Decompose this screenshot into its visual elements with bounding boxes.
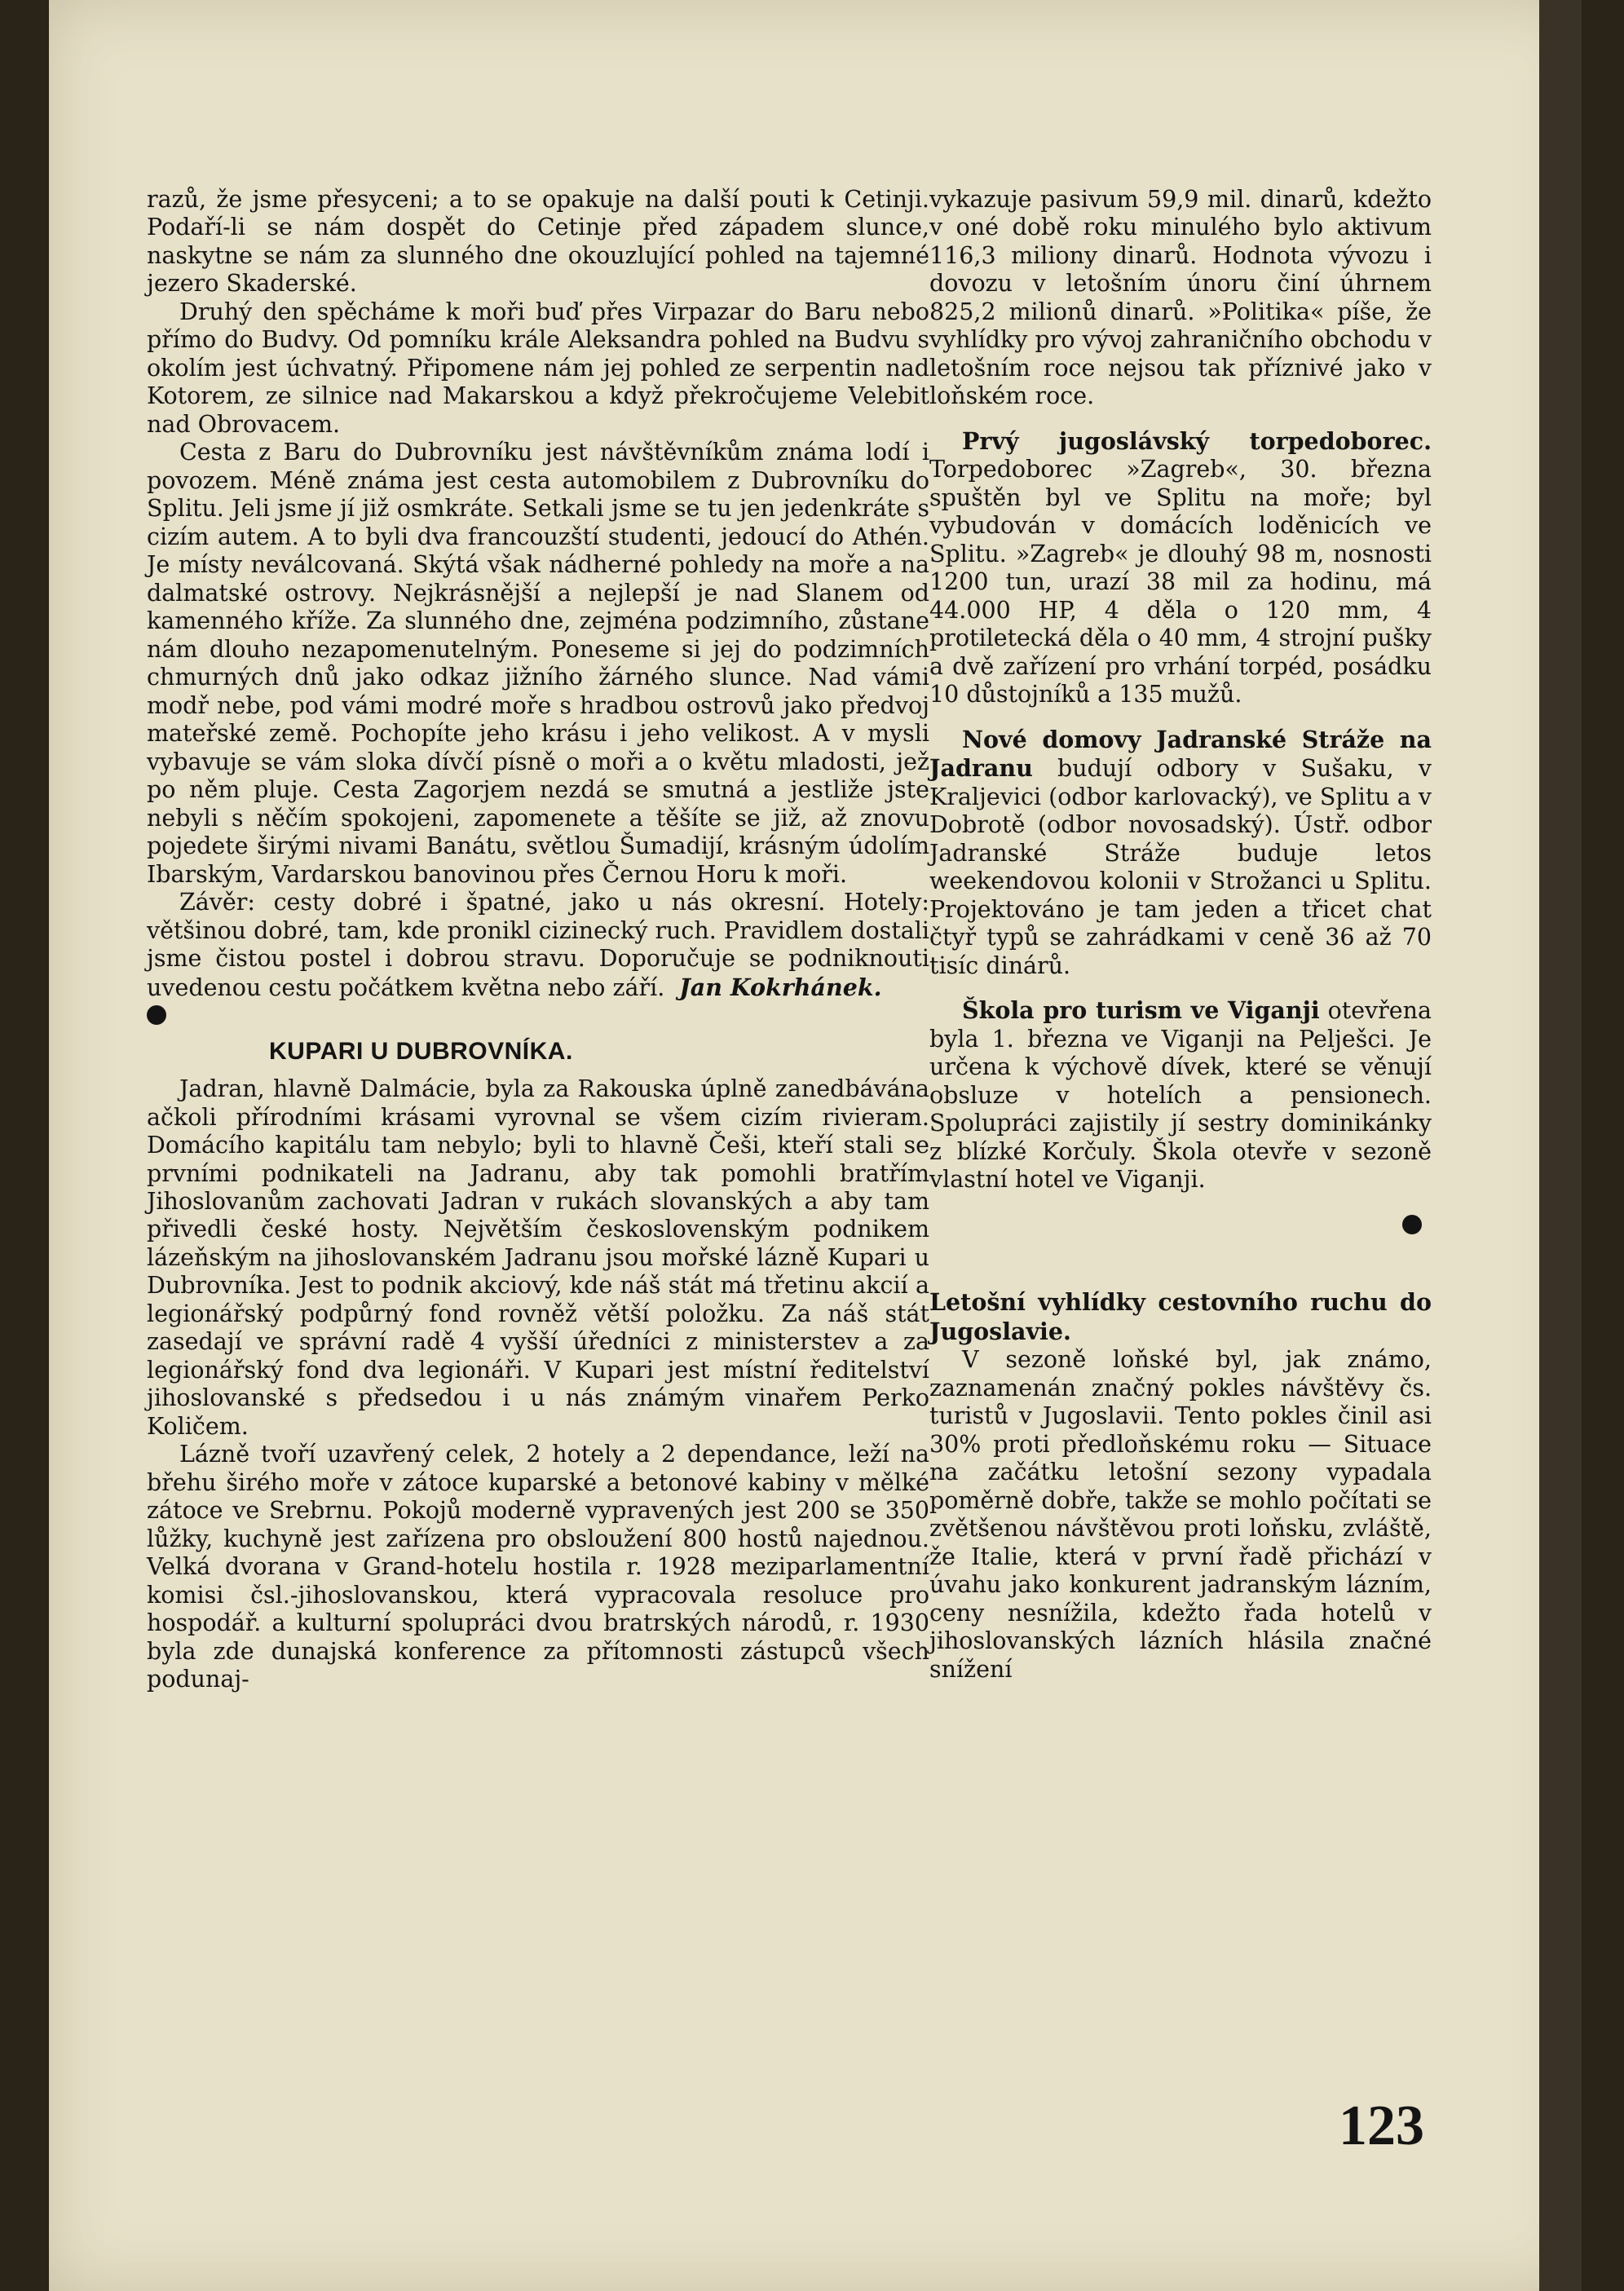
paragraph-conclusion	[147, 889, 929, 1002]
news-outlook-heading: Letošní vyhlídky cestovního ruchu do Jugoslavie.	[929, 1288, 1432, 1345]
section-divider	[929, 1215, 1432, 1247]
page-number: 123	[1339, 2095, 1424, 2157]
paragraph-kupari-intro: Jadran, hlavně Dalmácie, byla za Rakouska úplně zanedbávána ačkoli přírodními krásami vyrovnal se všem cizím rivieram. Domácího kapitálu tam nebylo; byli to hlavně Češi, kteří stali se prvními podnikateli na Jadranu, aby tak pomohli bratřím Jihoslovanům zachovati Jadran v rukách slovanských a aby tam přivedli české hosty. Největším československým podnikem lázeňským na jihoslovanském Jadranu jsou mořské lázně Kupari u Dubrovníka. Jest to podnik akciový, kde náš stát má třetinu akcií a legionářský podpůrný fond rovněž větší položku. Za náš stát zasedají ve správní radě 4 vyšší úředníci z ministerstev a za legionářský fond dva legionáři. V Kupari jest místní ředitelství jihoslovanské s předsedou i u nás známým vinařem Perko Količem.	[147, 1075, 929, 1440]
news-school-heading: Škola pro turism ve Viganji	[962, 996, 1320, 1025]
news-homes	[929, 726, 1432, 980]
news-school-body: otevřena byla 1. března ve Viganji na Pelješci. Je určena k výchově dívek, které se věnují obsluze v hotelích a pensionech. Spolupráci zajistily jí sestry dominikánky z blízké Korčuly. Škola otevře v sezoně vlastní hotel ve Viganji.	[929, 997, 1432, 1193]
section-divider	[147, 1005, 929, 1033]
news-homes-body: budují odbory v Sušaku, v Kraljevici (odbor karlovacký), ve Splitu a v Dobrotě (odbor novosadský). Ústř. odbor Jadranské Stráže buduje letos weekendovou kolonii v Strožanci u Splitu. Projektováno je tam jeden a třicet chat čtyř typů se zahrádkami v ceně 36 až 70 tisíc dinárů.	[929, 755, 1432, 979]
news-homes-heading: Nové domovy Jadranské Stráže na Jadranu	[929, 725, 1432, 783]
binding-edge	[1539, 0, 1582, 2291]
paragraph-dubrovnik-split: Cesta z Baru do Dubrovníku jest návštěvníkům známa lodí i povozem. Méně známa jest cesta automobilem z Dubrovníku do Splitu. Jeli jsme jí již osmkráte. Setkali jsme se tu jen jedenkráte s cizím autem. A to byli dva francouzští studenti, jedoucí do Athén. Je místy neválcovaná. Skýtá však nádherné pohledy na moře a na dalmatské ostrovy. Nejkrásnější a nejlepší je nad Slanem od kamenného kříže. Za slunného dne, zejména podzimního, zůstane nám dlouho nezapomenutelným. Poneseme si jej do podzimních chmurných dnů jako odkaz jižního žárného slunce. Nad vámi modř nebe, pod vámi modré moře s hradbou ostrovů jako předvoj mateřské země. Pochopíte jeho krásu i jeho velikost. A v mysli vybavuje se vám sloka dívčí písně o moři a o květu mladosti, jež po něm pluje. Cesta Zagorjem nezdá se smutná a jestliže jste nebyli s něčím spokojeni, zapomenete a těšíte se již, až znovu pojedete širými nivami Banátu, světlou Šumadijí, krásným údolím Ibarským, Vardarskou banovinou přes Černou Horu k moři.	[147, 439, 929, 888]
conclusion-text: Závěr: cesty dobré i špatné, jako u nás okresní. Hotely: většinou dobré, tam, kde pronikl cizinecký ruch. Pravidlem dostali jsme čistou postel i dobrou stravu. Doporučuje se podniknouti uvedenou cestu počátkem května nebo září.	[147, 889, 929, 1001]
left-column	[147, 186, 929, 1694]
paragraph-kupari-spa: Lázně tvoří uzavřený celek, 2 hotely a 2 dependance, leží na břehu širého moře v zátoce kuparské a betonové kabiny v mělké zátoce ve Srebrnu. Pokojů moderně vypravených jest 200 se 350 lůžky, kuchyně jest zařízena pro obsloužení 800 hostů najednou. Velká dvorana v Grand-hotelu hostila r. 1928 meziparlamentní komisi čsl.-jihoslovanskou, která vypracovala resoluce pro hospodář. a kulturní spolupráci dvou bratrských národů, r. 1930 byla zde dunajská konference za přítomnosti zástupců všech podunaj-	[147, 1441, 929, 1693]
right-column	[929, 186, 1432, 1684]
bullet-icon	[1402, 1215, 1422, 1234]
paragraph-budva: Druhý den spěcháme k moři buď přes Virpazar do Baru nebo přímo do Budvy. Od pomníku krále Aleksandra pohled na Budvu s okolím jest úchvatný. Připomene nám jej pohled ze serpentin nad Kotorem, ze silnice nad Makarskou a když překročujeme Velebit nad Obrovacem.	[147, 298, 929, 438]
news-outlook	[929, 1288, 1432, 1684]
news-torpedo-heading: Prvý jugoslávský torpedoborec.	[962, 426, 1432, 455]
paragraph-cetinje: razů, že jsme přesyceni; a to se opakuje na další pouti k Cetinji. Podaří-li se nám dospět do Cetinje před západem slunce, naskytne se nám za slunného dne okouzlující pohled na tajemné jezero Skaderské.	[147, 186, 929, 298]
author-signature: Jan Kokrhánek.	[679, 973, 882, 1001]
paragraph-trade: vykazuje pasivum 59,9 mil. dinarů, kdežto v oné době roku minulého bylo aktivum 116,3 miliony dinarů. Hodnota vývozu i dovozu v letošním únoru činí úhrnem 825,2 milionů dinarů. »Politika« píše, že vyhlídky pro vývoj zahraničního obchodu v letošním roce nejsou tak příznivé jako v loňském roce.	[929, 186, 1432, 410]
news-torpedo-body: Torpedoborec »Zagreb«, 30. března spuštěn byl ve Splitu na moře; byl vybudován v domácích loděnicích ve Splitu. »Zagreb« je dlouhý 98 m, nosnosti 1200 tun, urazí 38 mil za hodinu, má 44.000 HP, 4 děla o 120 mm, 4 protiletecká děla o 40 mm, 4 strojní pušky a dvě zařízení pro vrhání torpéd, posádku 10 důstojníků a 135 mužů.	[929, 456, 1432, 708]
magazine-page	[49, 0, 1582, 2291]
article-title: KUPARI U DUBROVNÍKA.	[269, 1038, 573, 1066]
bullet-icon	[147, 1005, 166, 1025]
news-outlook-body: V sezoně loňské byl, jak známo, zaznamenán značný pokles návštěvy čs. turistů v Jugoslavii. Tento pokles činil asi 30% proti předloňskému roku — Situace na začátku letošní sezony vypadala poměrně dobře, takže se mohlo počítati se zvětšenou návštěvou proti loňsku, zvláště, že Italie, která v první řadě přichází v úvahu jako konkurent jadranským lázním, ceny nesnížila, kdežto řada hotelů v jihoslovanských lázních hlásila značné snížení	[929, 1346, 1432, 1683]
news-torpedo	[929, 427, 1432, 709]
news-school	[929, 996, 1432, 1194]
